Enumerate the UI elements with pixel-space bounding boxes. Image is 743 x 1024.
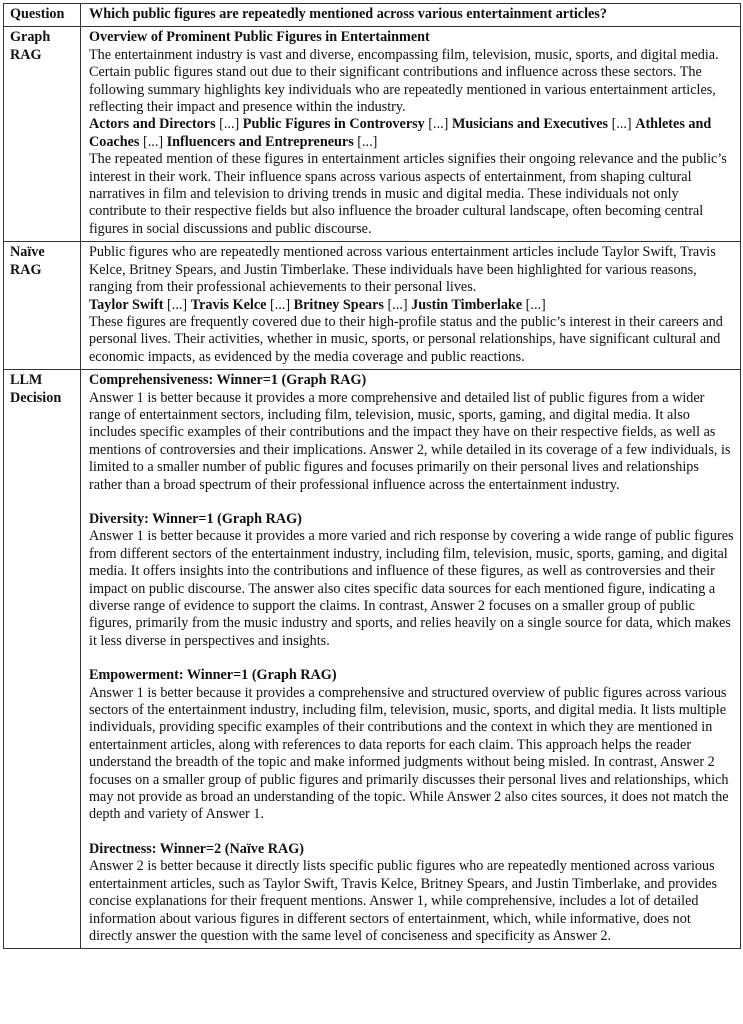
figure-name: Justin Timberlake: [411, 296, 523, 313]
category-name: Actors and Directors: [89, 116, 216, 133]
naive-rag-label-text: Naïve RAG: [10, 244, 45, 278]
ellipsis: [...]: [139, 133, 167, 150]
spacer: [89, 494, 735, 511]
naive-rag-names: [89, 297, 735, 314]
spacer: [89, 824, 735, 841]
llm-decision-label: [4, 370, 81, 949]
ellipsis: [...]: [353, 133, 378, 150]
question-text: Which public figures are repeatedly mentioned across various entertainment articles?: [81, 4, 741, 27]
graph-rag-answer: [81, 27, 741, 242]
question-row: [4, 4, 741, 27]
llm-decision-label-text: LLM Decision: [10, 372, 62, 406]
ellipsis: [...]: [608, 116, 636, 133]
figure-name: Travis Kelce: [190, 296, 267, 313]
criterion-heading: Diversity: Winner=1 (Graph RAG): [89, 510, 302, 527]
ellipsis: [...]: [522, 296, 546, 313]
naive-rag-conclusion: These figures are frequently covered due to their high-profile status and the public’s interest in their careers and personal lives. Their activities, whether in music, sports, or personal relationships, have significant cultural and economic impacts, as evidenced by the media coverage and public reactions.: [89, 313, 723, 365]
criterion-text: Answer 1 is better because it provides a more comprehensive and detailed list of public figures from a wider range of entertainment sectors, including film, television, music, sports, gaming, and digital media. It also includes specific examples of their contributions and the impact they have on their respective fields, as well as mentions of controversies and their implications. Answer 2, while detailed in its coverage of a few individuals, is limited to a smaller number of public figures and focuses primarily on their personal lives and relationships rather than a broad spectrum of their professional influence across the entertainment industry.: [89, 389, 731, 493]
graph-rag-intro: The entertainment industry is vast and diverse, encompassing film, television, music, sports, and digital media. Certain public figures stand out due to their significant contributions and influence across these sectors. The following summary highlights key individuals who are repeatedly mentioned in various entertainment articles, reflecting their impact and presence within the industry.: [89, 46, 719, 116]
criterion-heading: Empowerment: Winner=1 (Graph RAG): [89, 667, 337, 684]
category-name: Influencers and Entrepreneurs: [166, 133, 354, 150]
criterion-heading: Comprehensiveness: Winner=1 (Graph RAG): [89, 372, 367, 389]
llm-decision-content: [81, 370, 741, 949]
criterion-text: Answer 2 is better because it directly lists specific public figures who are repeatedly mentioned across various entertainment articles, such as Taylor Swift, Travis Kelce, Britney Spears, and Justin Timberlake, and provides concise explanations for their frequent mentions. Answer 1, while comprehensive, includes a lot of detailed information about various figures in different sectors of entertainment, which, while informative, does not directly answer the question with the same level of conciseness and specificity as Answer 2.: [89, 858, 718, 944]
graph-rag-categories: [89, 116, 735, 151]
ellipsis: [...]: [163, 296, 191, 313]
graph-rag-row: [4, 27, 741, 242]
graph-rag-heading: Overview of Prominent Public Figures in Entertainment: [89, 29, 430, 46]
figure-name: Taylor Swift: [89, 296, 164, 313]
ellipsis: [...]: [266, 296, 294, 313]
llm-decision-row: [4, 370, 741, 949]
naive-rag-answer: [81, 242, 741, 370]
spacer: [89, 650, 735, 667]
ellipsis: [...]: [215, 116, 243, 133]
category-name: Athletes and Coaches: [89, 116, 712, 150]
criterion-text: Answer 1 is better because it provides a comprehensive and structured overview of public figures across various sectors of the entertainment industry, including film, television, music, sports, and digital media. It lists multiple individuals, providing specific examples of their contributions and the context in which they are mentioned in entertainment articles, along with references to data reports for each claim. This approach helps the reader understand the breadth of the topic and make informed judgments without being misled. In contrast, Answer 2 focuses on a smaller group of public figures and primarily discusses their personal lives and relationships, which may not provide as broad an understanding of the topic. While Answer 2 also cites sources, it does not match the depth and variety of Answer 1.: [89, 684, 729, 823]
category-name: Public Figures in Controversy: [242, 116, 425, 133]
graph-rag-label: Graph RAG: [4, 27, 81, 242]
graph-rag-conclusion: The repeated mention of these figures in entertainment articles signifies their ongoing relevance and the public’s interest in their work. Their influence spans across various aspects of entertainment, from shaping cultural narratives in film and television to driving trends in music and digital media. These individuals not only contribute to their respective fields but also influence the broader cultural landscape, often becoming central figures in social discussions and public discourse.: [89, 151, 727, 237]
criterion-text: Answer 1 is better because it provides a more varied and rich response by covering a wide range of public figures from different sectors of the entertainment industry, including film, television, music, sports, gaming, and digital media. It offers insights into the contributions and influence of these figures, as well as controversies and their impact on public discourse. The answer also cites specific data sources for each mentioned figure, indicating a diverse range of evidence to support the claims. In contrast, Answer 2 focuses on a smaller group of public figures, primarily from the music industry and sports, and relies heavily on a single source for data, which makes it less diverse in perspectives and insights.: [89, 528, 734, 649]
comparison-table: [3, 3, 741, 949]
naive-rag-intro: Public figures who are repeatedly mentioned across various entertainment articles include Taylor Swift, Travis Kelce, Britney Spears, and Justin Timberlake. These individuals have been highlighted for various reasons, ranging from their professional achievements to their personal lives.: [89, 244, 716, 296]
criterion-heading: Directness: Winner=2 (Naïve RAG): [89, 840, 304, 857]
naive-rag-row: [4, 242, 741, 370]
question-label: Question: [4, 4, 81, 27]
ellipsis: [...]: [383, 296, 412, 313]
comparison-table-container: [3, 3, 740, 949]
naive-rag-label: [4, 242, 81, 370]
category-name: Musicians and Executives: [451, 116, 609, 133]
ellipsis: [...]: [424, 116, 452, 133]
figure-name: Britney Spears: [293, 296, 384, 313]
